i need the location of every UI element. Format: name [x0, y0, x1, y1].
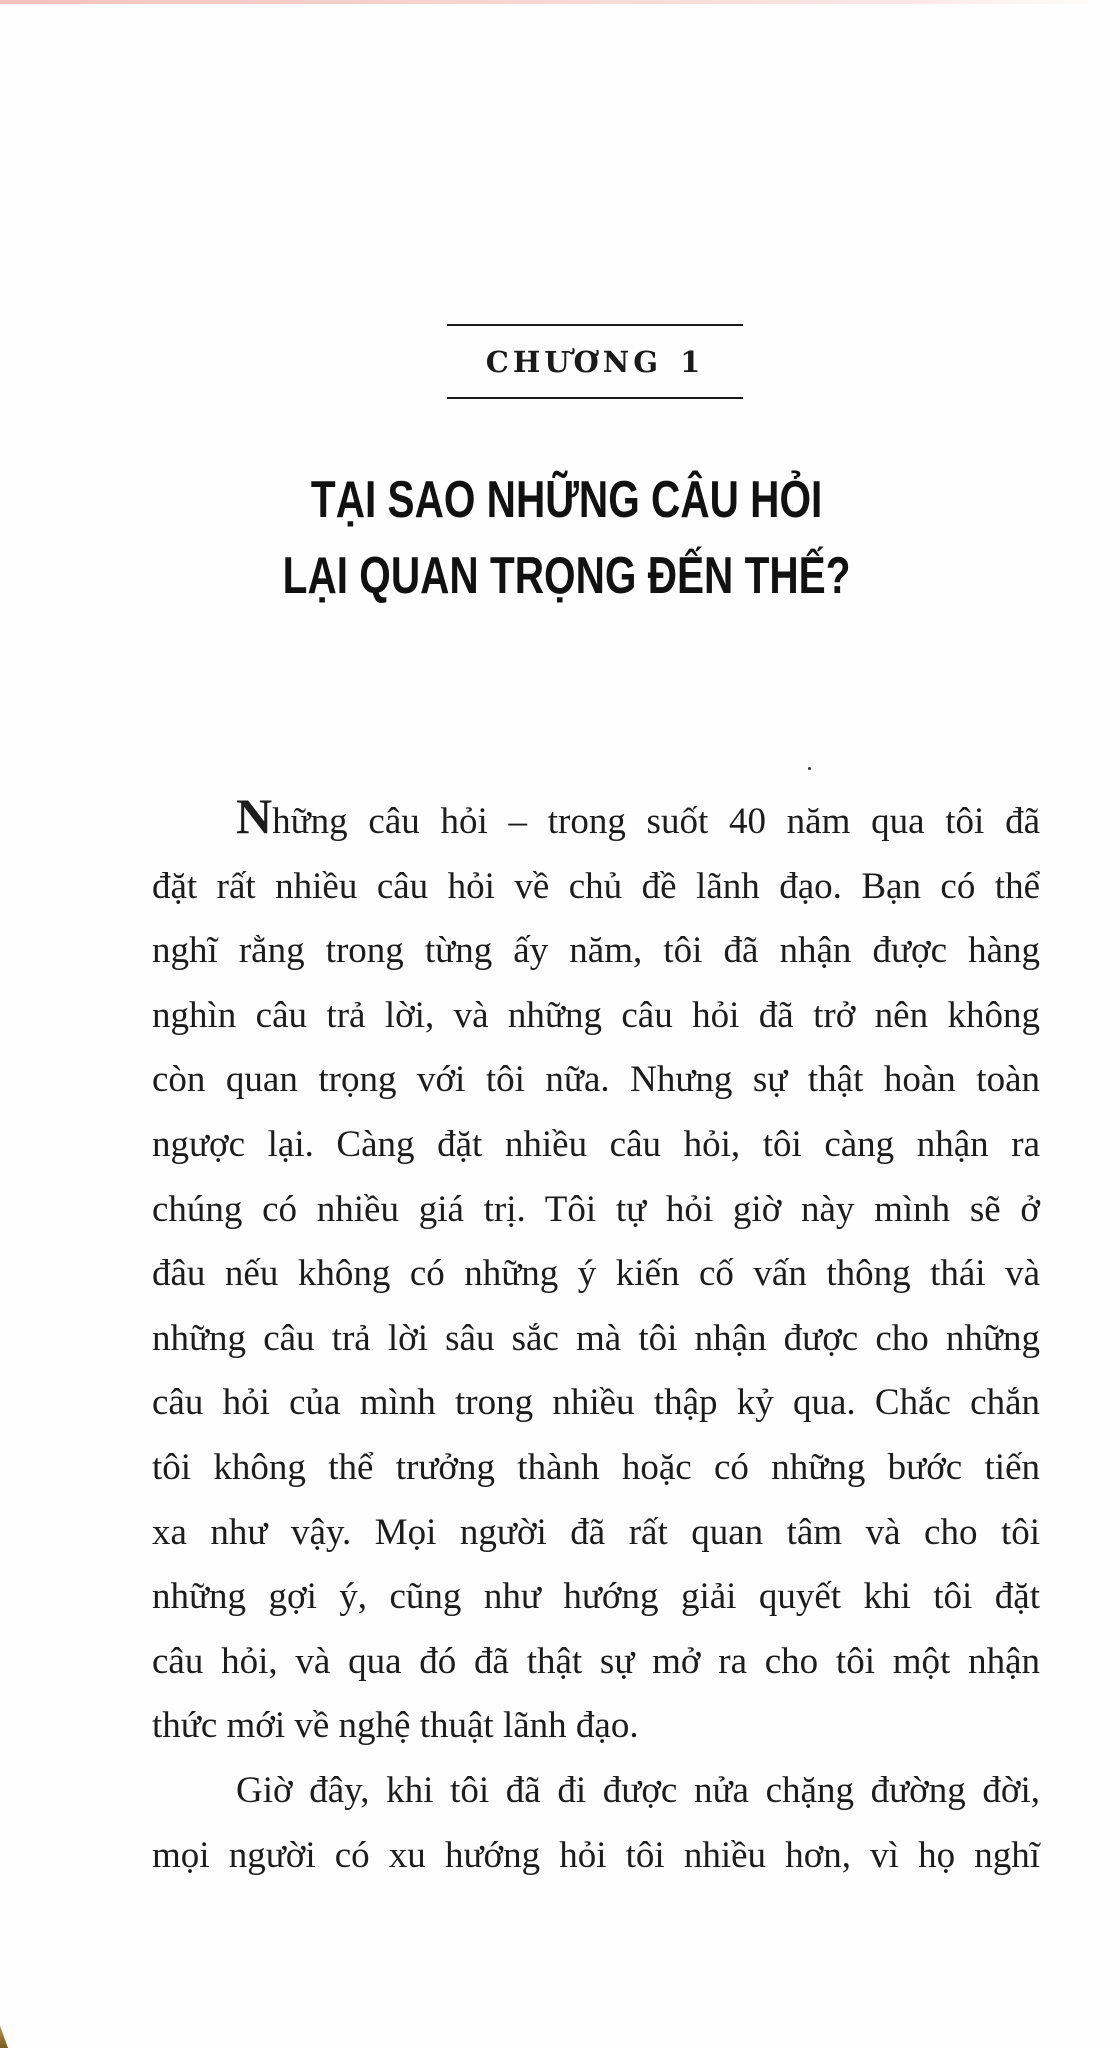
page-top-edge — [0, 0, 1120, 4]
chapter-label — [447, 326, 743, 397]
paragraph-line: đâu nếu không có những ý kiến cố vấn thông thái và — [152, 1253, 1040, 1295]
paragraph-line: những gợi ý, cũng như hướng giải quyết khi tôi đặt — [152, 1576, 1040, 1618]
paragraph-line: Giờ đây, khi tôi đã đi được nửa chặng đường đời, — [236, 1769, 1040, 1811]
chapter-title — [130, 462, 1004, 614]
chapter-word: CHƯƠNG — [485, 345, 663, 379]
page-corner-mark — [0, 2020, 8, 2048]
paragraph-line: những câu trả lời sâu sắc mà tôi nhận được cho những — [152, 1317, 1040, 1359]
title-line-2: LẠI QUAN TRỌNG ĐẾN THẾ? — [282, 547, 851, 605]
paragraph-line: tôi không thể trưởng thành hoặc có những bước tiến — [152, 1446, 1040, 1488]
paragraph-line: xa như vậy. Mọi người đã rất quan tâm và cho tôi — [152, 1511, 1040, 1553]
paragraph-line: chúng có nhiều giá trị. Tôi tự hỏi giờ này mình sẽ ở — [152, 1188, 1040, 1230]
paragraph-line: câu hỏi của mình trong nhiều thập kỷ qua. Chắc chắn — [152, 1382, 1040, 1424]
dropcap-letter: N — [236, 788, 273, 844]
chapter-rule-bottom — [447, 397, 743, 399]
paragraph-line: còn quan trọng với tôi nữa. Nhưng sự thật hoàn toàn — [152, 1059, 1040, 1101]
title-line-1: TẠI SAO NHỮNG CÂU HỎI — [310, 471, 823, 529]
paragraph-line: Những câu hỏi – trong suốt 40 năm qua tôi đã — [236, 788, 1040, 844]
paragraph-line: câu hỏi, và qua đó đã thật sự mở ra cho tôi một nhận — [152, 1640, 1040, 1682]
body-text — [152, 790, 1040, 1888]
paragraph-line: nghìn câu trả lời, và những câu hỏi đã trở nên không — [152, 994, 1040, 1036]
chapter-heading — [447, 324, 743, 399]
paragraph-line: ngược lại. Càng đặt nhiều câu hỏi, tôi càng nhận ra — [152, 1123, 1040, 1165]
paragraph-line: nghĩ rằng trong từng ấy năm, tôi đã nhận được hàng — [152, 930, 1040, 972]
paragraph-line: mọi người có xu hướng hỏi tôi nhiều hơn, vì họ nghĩ — [152, 1834, 1040, 1876]
chapter-number: 1 — [680, 345, 705, 379]
print-speck — [808, 767, 811, 770]
paragraph-line: thức mới về nghệ thuật lãnh đạo. — [152, 1705, 639, 1747]
paragraph-line: đặt rất nhiều câu hỏi về chủ đề lãnh đạo. Bạn có thể — [152, 865, 1040, 907]
